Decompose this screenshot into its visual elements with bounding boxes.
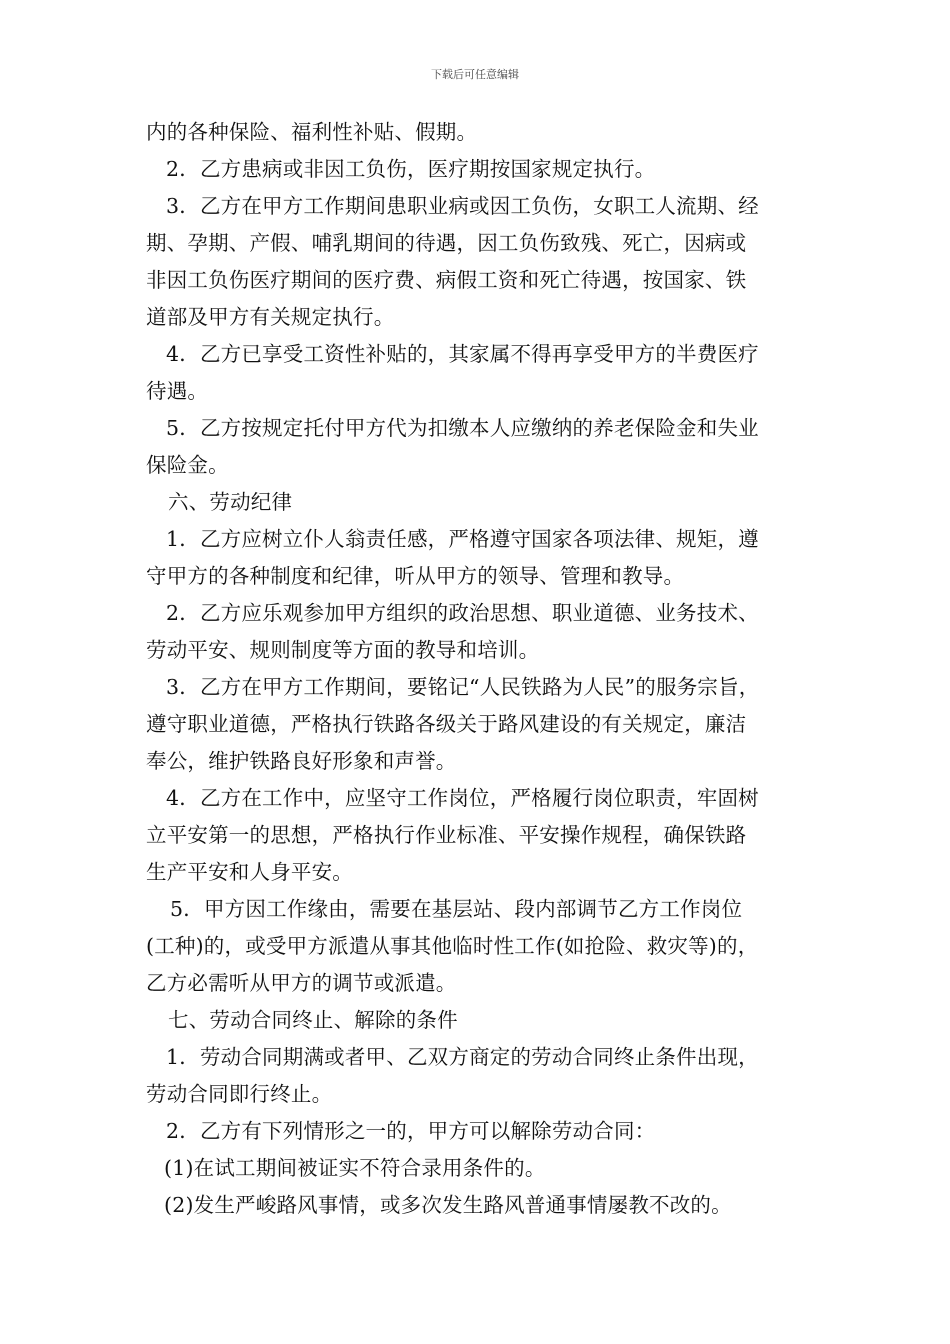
paragraph-line: 4．乙方已享受工资性补贴的，其家属不得再享受甲方的半费医疗 <box>166 342 759 366</box>
paragraph-line: 3．乙方在甲方工作期间，要铭记“人民铁路为人民”的服务宗旨， <box>166 675 760 699</box>
document-body <box>146 114 814 1224</box>
paragraph-line: 5．甲方因工作缘由，需要在基层站、段内部调节乙方工作岗位 <box>170 897 743 921</box>
paragraph-line: 生产平安和人身平安。 <box>146 860 353 884</box>
list-item: (2)发生严峻路风事情，或多次发生路风普通事情屡教不改的。 <box>164 1193 732 1217</box>
paragraph-line: 道部及甲方有关规定执行。 <box>146 305 395 329</box>
paragraph-line: 1．乙方应树立仆人翁责任感，严格遵守国家各项法律、规矩，遵 <box>166 527 759 551</box>
paragraph-line: 5．乙方按规定托付甲方代为扣缴本人应缴纳的养老保险金和失业 <box>166 416 759 440</box>
paragraph-line: 遵守职业道德，严格执行铁路各级关于路风建设的有关规定，廉洁 <box>146 712 747 736</box>
section-heading: 六、劳动纪律 <box>168 490 293 514</box>
paragraph-line: 2．乙方有下列情形之一的，甲方可以解除劳动合同： <box>166 1119 656 1143</box>
paragraph-line: 乙方必需听从甲方的调节或派遣。 <box>146 971 457 995</box>
paragraph-line: 保险金。 <box>146 453 229 477</box>
paragraph-line: 3．乙方在甲方工作期间患职业病或因工负伤，女职工人流期、经 <box>166 194 759 218</box>
list-item: (1)在试工期间被证实不符合录用条件的。 <box>164 1156 546 1180</box>
paragraph-line: 内的各种保险、福利性补贴、假期。 <box>146 120 478 144</box>
paragraph-line: 立平安第一的思想，严格执行作业标准、平安操作规程，确保铁路 <box>146 823 747 847</box>
paragraph-line: 待遇。 <box>146 379 209 403</box>
page-header: 下载后可任意编辑 <box>431 68 519 81</box>
paragraph-line: 2．乙方患病或非因工负伤，医疗期按国家规定执行。 <box>166 157 656 181</box>
paragraph-line: 奉公，维护铁路良好形象和声誉。 <box>146 749 457 773</box>
paragraph-line: 非因工负伤医疗期间的医疗费、病假工资和死亡待遇，按国家、铁 <box>146 268 747 292</box>
paragraph-line: 4．乙方在工作中，应坚守工作岗位，严格履行岗位职责，牢固树 <box>166 786 759 810</box>
paragraph-line: 劳动合同即行终止。 <box>146 1082 333 1106</box>
paragraph-line: 1．劳动合同期满或者甲、乙双方商定的劳动合同终止条件出现， <box>166 1045 759 1069</box>
section-heading: 七、劳动合同终止、解除的条件 <box>168 1008 458 1032</box>
paragraph-line: 守甲方的各种制度和纪律，听从甲方的领导、管理和教导。 <box>146 564 685 588</box>
paragraph-line: (工种)的，或受甲方派遣从事其他临时性工作(如抢险、救灾等)的， <box>146 934 759 958</box>
paragraph-line: 期、孕期、产假、哺乳期间的待遇，因工负伤致残、死亡，因病或 <box>146 231 747 255</box>
paragraph-line: 劳动平安、规则制度等方面的教导和培训。 <box>146 638 540 662</box>
paragraph-line: 2．乙方应乐观参加甲方组织的政治思想、职业道德、业务技术、 <box>166 601 759 625</box>
